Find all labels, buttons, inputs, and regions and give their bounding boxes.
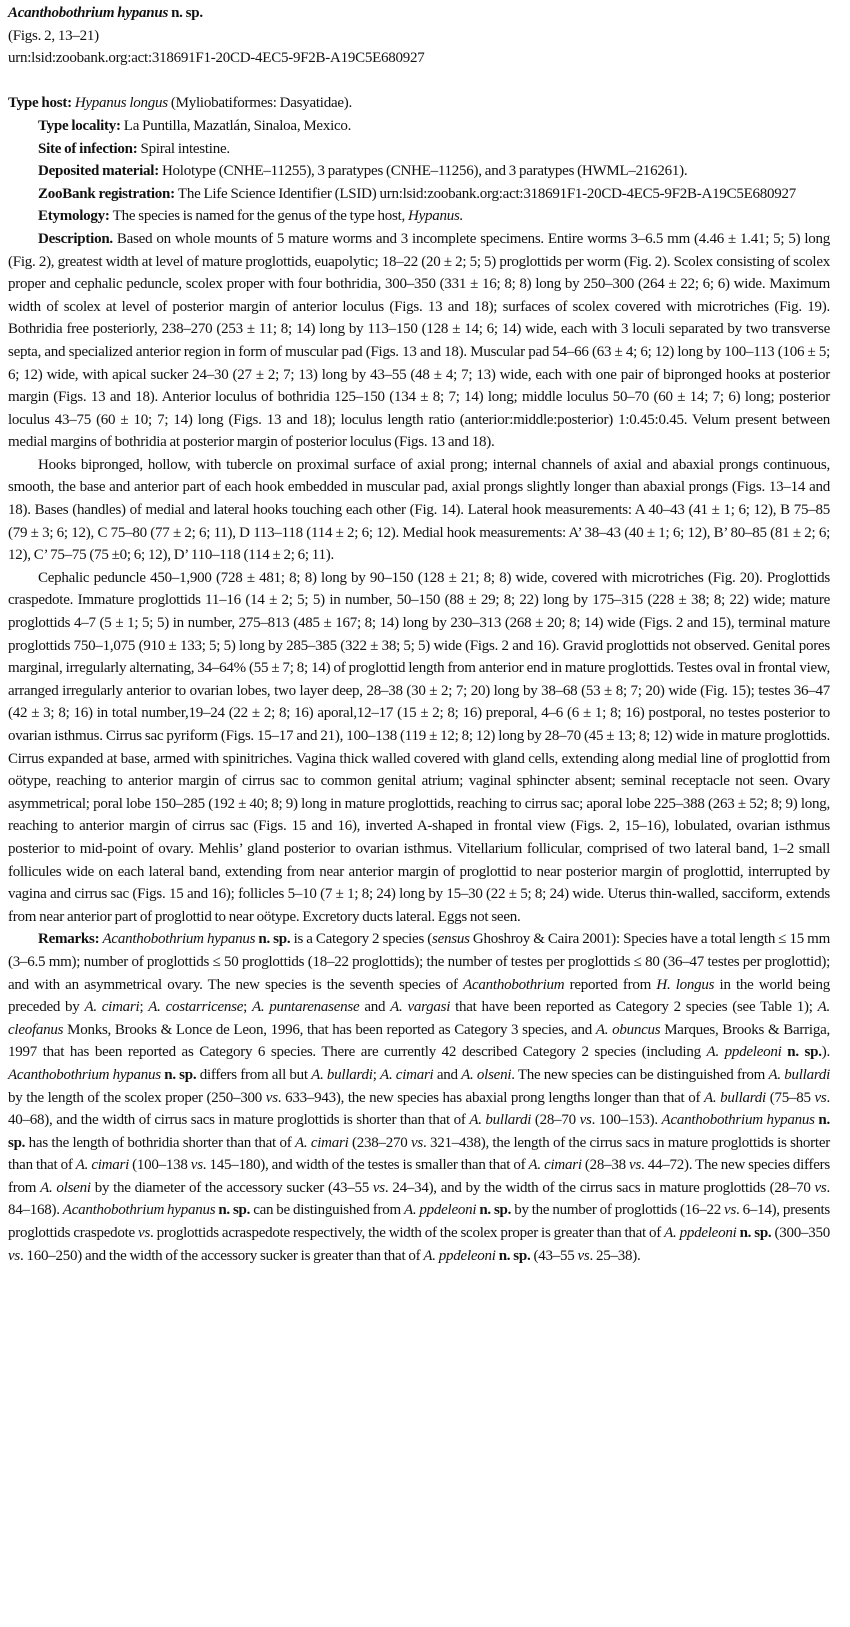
- text-segment: Based on whole mounts of 5 mature worms and 3 incomplete specimens. Entire worms 3–6.5 mm (4.46 ± 1.41; 5; 5) long (Fig. 2), greatest width at level of mature proglottids, euapolytic; 18–22 (20 ± 2; 5; 5) proglottids per worm (Fig. 2). Scolex consisting of scolex proper and cephalic peduncle, scolex proper with four bothridia, 300–350 (331 ± 16; 8; 8) long by 250–300 (264 ± 22; 6; 6) wide. Maximum width of scolex at level of posterior margin of anterior loculus (Figs. 13 and 18); surfaces of scolex covered with microtriches (Fig. 19). Bothridia free posteriorly, 238–270 (253 ± 11; 8; 14) long by 113–150 (128 ± 14; 6; 14) wide, each with 3 loculi separated by two transverse septa, and specialized anterior region in form of muscular pad (Figs. 13 and 18). Muscular pad 54–66 (63 ± 4; 6; 12) long by 100–113 (106 ± 5; 6; 12) wide, with apical sucker 24–30 (27 ± 2; 7; 13) long by 43–55 (48 ± 4; 7; 13) wide, each with one pair of bipronged hooks at posterior margin (Figs. 13 and 18). Anterior loculus of bothridia 125–150 (134 ± 8; 7; 14) long; middle loculus 50–70 (60 ± 14; 7; 6) long; posterior loculus 43–75 (60 ± 10; 7; 14) long (Figs. 13 and 18); loculus length ratio (anterior:middle:posterior) 1:0.45:0.45. Velum present between medial margins of bothridia at posterior margin of posterior loculus (Figs. 13 and 18).: [8, 230, 830, 451]
- text-segment: . 633–943), the new species has abaxial prong lengths longer than that of: [277, 1089, 704, 1106]
- text-segment: by the diameter of the accessory sucker (43–55: [90, 1179, 373, 1196]
- text-segment: reported from: [564, 976, 657, 993]
- species-description-body: [8, 92, 830, 1267]
- text-segment: n. sp.: [495, 1247, 531, 1264]
- zoobank-lsid: urn:lsid:zoobank.org:act:318691F1-20CD-4EC5-9F2B-A19C5E680927: [8, 50, 425, 67]
- text-segment: ;: [372, 1066, 381, 1083]
- hooks-description-paragraph: [8, 454, 830, 567]
- text-segment: n. sp.: [168, 5, 203, 21]
- text-segment: vs: [629, 1157, 642, 1174]
- text-segment: (43–55: [530, 1247, 578, 1264]
- text-segment: . 160–250) and the width of the accessory sucker is greater than that of: [20, 1247, 424, 1264]
- text-segment: vs: [8, 1247, 20, 1264]
- text-segment: . 321–438), the length of the cirrus sacs in mature proglottids is shorter than that of: [8, 1134, 831, 1174]
- text-segment: The Life Science Identifier (LSID) urn:lsid:zoobank.org:act:318691F1-20CD-4EC5-9F2B-A19C5E680927: [177, 185, 797, 202]
- text-segment: . 40–68), and the width of cirrus sacs in mature proglottids is shorter than that of: [8, 1089, 830, 1129]
- text-segment: . 24–34), and by the width of the cirrus sacs in mature proglottids (28–70: [384, 1179, 815, 1196]
- text-segment: A. ppdeleoni: [706, 1044, 782, 1061]
- text-segment: and: [433, 1066, 462, 1083]
- type-host-paragraph: [8, 92, 830, 115]
- text-segment: Ghoshroy & Caira 2001): Species have a total length ≤ 15 mm (3–6.5 mm); number of proglottids ≤ 50 proglottids (18–22 proglottids); the number of testes per proglottids ≤ 80 (36–47 testes per proglottid); and with an asymmetrical ovary. The new species is the seventh species of: [8, 931, 830, 993]
- text-segment: by the number of proglottids (16–22: [511, 1202, 725, 1219]
- text-segment: A. cimari: [294, 1134, 349, 1151]
- text-segment: A. puntarenasense: [251, 999, 360, 1016]
- text-segment: A. vargasi: [390, 999, 451, 1016]
- text-segment: (300–350: [771, 1225, 830, 1242]
- text-segment: A. cleofanus: [8, 999, 830, 1038]
- type-locality-paragraph: [8, 115, 830, 138]
- text-segment: A. cimari: [380, 1066, 434, 1083]
- text-segment: vs: [138, 1225, 151, 1242]
- text-segment: H. longus: [656, 976, 715, 993]
- text-segment: Description.: [38, 230, 117, 247]
- peduncle-proglottids-description-paragraph: [8, 567, 830, 929]
- text-segment: A. cimari: [528, 1157, 582, 1174]
- text-segment: n. sp.: [476, 1202, 512, 1219]
- text-segment: A. obuncus: [595, 1021, 661, 1038]
- text-segment: vs: [724, 1202, 737, 1219]
- text-segment: . The new species can be distinguished from: [511, 1066, 769, 1083]
- text-segment: can be distinguished from: [250, 1202, 404, 1219]
- text-segment: n. sp.: [8, 1112, 831, 1151]
- text-segment: A. bullardi: [469, 1112, 532, 1129]
- text-segment: (238–270: [348, 1134, 411, 1151]
- text-segment: . proglottids acraspedote respectively, the width of the scolex proper is greater than that of: [150, 1225, 665, 1242]
- text-segment: n. sp.: [736, 1225, 772, 1242]
- text-segment: n. sp.: [215, 1202, 251, 1219]
- text-segment: Remarks:: [38, 931, 103, 948]
- etymology-paragraph: [8, 205, 830, 228]
- spacer: [8, 70, 830, 93]
- text-segment: . 84–168).: [8, 1179, 830, 1219]
- text-segment: A. ppdeleoni: [423, 1247, 496, 1264]
- text-segment: Hooks bipronged, hollow, with tubercle on proximal surface of axial prong; internal channels of axial and abaxial prongs continuous, smooth, the base and anterior part of each hook embedded in muscular pad, axial prongs slightly longer than abaxial prongs (Figs. 13–14 and 18). Bases (handles) of medial and lateral hooks touching each other (Fig. 14). Lateral hook measurements: A 40–43 (41 ± 1; 6; 12), B 75–85 (79 ± 3; 6; 12), C 75–80 (77 ± 2; 6; 11), D 113–118 (114 ± 2; 6; 12). Medial hook measurements: A’ 38–43 (40 ± 1; 6; 12), B’ 80–85 (81 ± 2; 6; 12), C’ 75–75 (75 ±0; 6; 12), D’ 110–118 (114 ± 2; 6; 11).: [8, 456, 830, 564]
- text-segment: Deposited material:: [38, 163, 162, 180]
- text-segment: Acanthobothrium hypanus: [8, 5, 169, 21]
- text-segment: A. bullardi: [703, 1089, 766, 1106]
- text-segment: n. sp.: [781, 1044, 822, 1061]
- text-segment: vs: [579, 1112, 592, 1129]
- text-segment: (28–38: [581, 1157, 630, 1174]
- text-segment: Site of infection:: [38, 140, 141, 157]
- zoobank-registration-paragraph: [8, 183, 830, 206]
- text-segment: A. ppdeleoni: [664, 1225, 737, 1242]
- text-segment: Type locality:: [38, 117, 124, 134]
- text-segment: (Myliobatiformes: Dasyatidae).: [167, 95, 353, 112]
- text-segment: Cephalic peduncle 450–1,900 (728 ± 481; 8; 8) long by 90–150 (128 ± 21; 8; 8) wide, covered with microtriches (Fig. 20). Proglottids craspedote. Immature proglottids 11–16 (14 ± 2; 5; 5) in number, 50–150 (88 ± 29; 8; 22) long by 175–315 (228 ± 38; 8; 22) wide; mature proglottids 4–7 (5 ± 1; 5; 5) in number, 275–813 (485 ± 167; 8; 14) long by 230–313 (268 ± 20; 8; 14) wide (Figs. 2 and 15), terminal mature proglottids 750–1,075 (910 ± 133; 5; 5) long by 285–385 (322 ± 38; 5; 5) wide (Figs. 2 and 16). Gravid proglottids not observed. Genital pores marginal, irregularly alternating, 34–64% (55 ± 7; 8; 14) of proglottid length from anterior end in mature proglottids. Testes oval in frontal view, arranged irregularly anterior to ovarian lobes, two layer deep, 28–38 (30 ± 2; 7; 20) long by 38–68 (53 ± 8; 7; 20) wide (Fig. 15); testes 36–47 (42 ± 3; 8; 16) in total number,19–24 (22 ± 2; 8; 16) aporal,12–17 (15 ± 2; 8; 16) preporal, 4–6 (6 ± 1; 8; 16) postporal, no testes posterior to ovarian isthmus. Cirrus sac pyriform (Figs. 15–17 and 21), 100–138 (119 ± 12; 8; 12) long by 28–70 (45 ± 13; 8; 12) wide in mature proglottids. Cirrus expanded at base, armed with spinitriches. Vagina thick walled covered with gland cells, extending along medial line of proglottid from oötype, reaching to anterior margin of cirrus sac to common genital atrium; vaginal sphincter absent; seminal receptacle not seen. Ovary asymmetrical; poral lobe 150–285 (192 ± 40; 8; 9) long in mature proglottids, reaching to cirrus sac; aporal lobe 225–388 (263 ± 52; 8; 9) long, reaching to anterior margin of cirrus sac (Figs. 15 and 16), inverted A-shaped in frontal view (Figs. 2, 15–16), lobulated, ovarian isthmus posterior to mid-point of ovary. Mehlis’ gland posterior to ovarian isthmus. Vitellarium follicular, comprised of two lateral band, 1–2 small follicules wide on each lateral band, extending from near anterior margin of proglottid to near posterior margin of proglottid, interrupted by vagina and cirrus sac (Figs. 15 and 16); follicles 5–10 (7 ± 1; 8; 24) long by 15–30 (22 ± 5; 8; 24) wide. Uterus thin-walled, sacciform, extends from near anterior part of proglottid to near oötype. Excretory ducts lateral. Eggs not seen.: [8, 569, 830, 925]
- text-segment: Holotype (CNHE–11255), 3 paratypes (CNHE–11256), and 3 paratypes (HWML–216261).: [161, 163, 688, 180]
- text-segment: by the length of the scolex proper (250–300: [8, 1089, 266, 1106]
- text-segment: A. cimari: [84, 999, 140, 1016]
- text-segment: vs: [814, 1089, 827, 1106]
- text-segment: Monks, Brooks & Lonce de Leon, 1996, that has been reported as Category 3 species, and: [63, 1021, 596, 1038]
- species-title: [8, 2, 830, 25]
- text-segment: that have been reported as Category 2 species (see Table 1);: [450, 999, 818, 1016]
- remarks-paragraph: [8, 928, 830, 1267]
- text-segment: is a Category 2 species (: [290, 931, 432, 948]
- text-segment: Marques, Brooks & Barriga, 1997 that has been reported as Category 6 species. There are currently 42 described Category 2 species (including: [8, 1021, 830, 1061]
- text-segment: vs: [814, 1179, 827, 1196]
- text-segment: . 145–180), and width of the testes is smaller than that of: [202, 1157, 529, 1174]
- description-paragraph: [8, 228, 830, 454]
- text-segment: (75–85: [765, 1089, 815, 1106]
- text-segment: Acanthobothrium hypanus: [102, 931, 256, 948]
- text-segment: Hypanus.: [408, 208, 464, 225]
- text-segment: has the length of bothridia shorter than that of: [25, 1134, 295, 1151]
- text-segment: A. cimari: [75, 1157, 129, 1174]
- text-segment: A. olseni: [461, 1066, 512, 1083]
- text-segment: n. sp.: [255, 931, 291, 948]
- text-segment: La Puntilla, Mazatlán, Sinaloa, Mexico.: [123, 117, 352, 134]
- text-segment: vs: [372, 1179, 385, 1196]
- text-segment: ;: [243, 999, 252, 1016]
- figure-reference: (Figs. 2, 13–21): [8, 27, 99, 44]
- text-segment: . 25–38).: [589, 1247, 641, 1264]
- text-segment: A. bullardi: [311, 1066, 373, 1083]
- text-segment: Acanthobothrium hypanus: [62, 1202, 216, 1219]
- deposited-material-paragraph: [8, 160, 830, 183]
- text-segment: vs: [190, 1157, 203, 1174]
- text-segment: Acanthobothrium hypanus: [661, 1112, 815, 1129]
- text-segment: ZooBank registration:: [38, 185, 178, 202]
- text-segment: A. ppdeleoni: [403, 1202, 477, 1219]
- text-segment: n. sp.: [160, 1066, 197, 1083]
- text-segment: (100–138: [129, 1157, 191, 1174]
- text-segment: differs from all but: [196, 1066, 312, 1083]
- text-segment: Acanthobothrium hypanus: [8, 1066, 161, 1083]
- text-segment: Spiral intestine.: [140, 140, 230, 157]
- text-segment: The species is named for the genus of the type host,: [112, 208, 409, 225]
- text-segment: Hypanus longus: [74, 95, 168, 112]
- text-segment: vs: [265, 1089, 278, 1106]
- site-of-infection-paragraph: [8, 138, 830, 161]
- text-segment: vs: [410, 1134, 423, 1151]
- text-segment: . 100–153).: [591, 1112, 662, 1129]
- text-segment: Etymology:: [38, 208, 113, 225]
- text-segment: ;: [139, 999, 149, 1016]
- text-segment: A. costarricense: [148, 999, 244, 1016]
- text-segment: (28–70: [531, 1112, 580, 1129]
- text-segment: sensus: [432, 931, 470, 948]
- text-segment: A. olseni: [40, 1179, 91, 1196]
- text-segment: and: [359, 999, 391, 1016]
- text-segment: in the world being preceded by: [8, 976, 830, 1016]
- text-segment: . 6–14), presents proglottids craspedote: [8, 1202, 830, 1242]
- text-segment: Acanthobothrium: [463, 976, 565, 993]
- text-segment: Type host:: [8, 95, 75, 112]
- text-segment: ).: [821, 1044, 830, 1061]
- text-segment: A. bullardi: [768, 1066, 831, 1083]
- text-segment: vs: [577, 1247, 590, 1264]
- text-segment: . 44–72). The new species differs from: [8, 1157, 831, 1196]
